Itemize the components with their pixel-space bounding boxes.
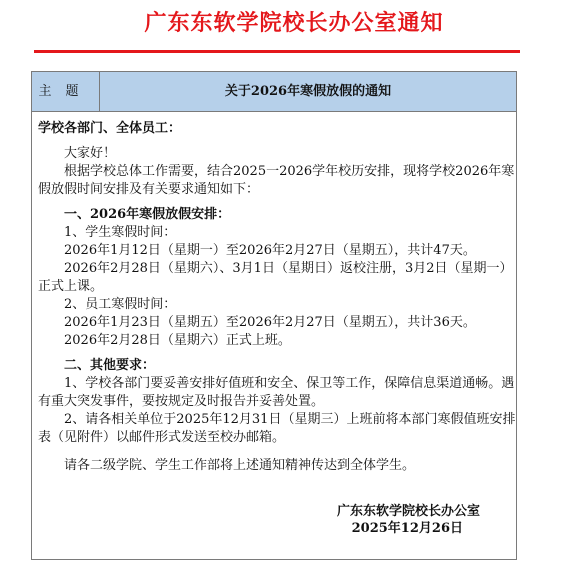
section1-item1-title: 1、学生寒假时间：	[64, 225, 177, 240]
addressee: 学校各部门、全体员工：	[38, 121, 182, 136]
subject-label: 主题	[32, 72, 100, 111]
section2-item2: 2、请各相关单位于2025年12月31日（星期三）上班前将本部门寒假值班安排表（见附件）以邮件形式发送至校办邮箱。	[38, 412, 516, 445]
section1-item2-title: 2、员工寒假时间：	[64, 297, 177, 312]
section1-item1-line1: 2026年1月12日（星期一）至2026年2月27日（星期五），共计47天。	[64, 243, 476, 258]
signature-date: 2025年12月26日	[351, 521, 463, 536]
signature-block	[32, 503, 480, 537]
section1-item1-line2: 2026年2月28日（星期六）、3月1日（星期日）返校注册，3月2日（星期一）正式上课。	[38, 261, 513, 294]
section2-item1: 1、学校各部门要妥善安排好值班和安全、保卫等工作，保障信息渠道通畅。遇有重大突发事件，要按规定及时报告并妥善处置。	[38, 376, 515, 409]
closing-paragraph: 请各二级学院、学生工作部将上述通知精神传达到全体学生。	[64, 458, 416, 473]
section1-heading: 一、2026年寒假放假安排：	[64, 207, 231, 222]
section2-heading: 二、其他要求：	[64, 358, 156, 373]
subject-value: 关于2026年寒假放假的通知	[224, 84, 392, 99]
section1-item2-line1: 2026年1月23日（星期五）至2026年2月27日（星期五），共计36天。	[64, 315, 476, 330]
notice-body	[38, 120, 516, 475]
greeting: 大家好！	[64, 146, 117, 161]
intro-paragraph: 根据学校总体工作需要，结合2025一2026学年校历安排，现将学校2026年寒假放假时间安排及有关要求通知如下：	[38, 164, 515, 197]
signature-org: 广东东软学院校长办公室	[336, 504, 480, 519]
title-divider	[34, 50, 520, 53]
section1-item2-line2: 2026年2月28日（星期六）正式上班。	[64, 333, 291, 348]
notice-title: 广东东软学院校长办公室通知	[144, 11, 444, 36]
subject-row	[32, 72, 516, 112]
notice-box	[31, 71, 517, 560]
